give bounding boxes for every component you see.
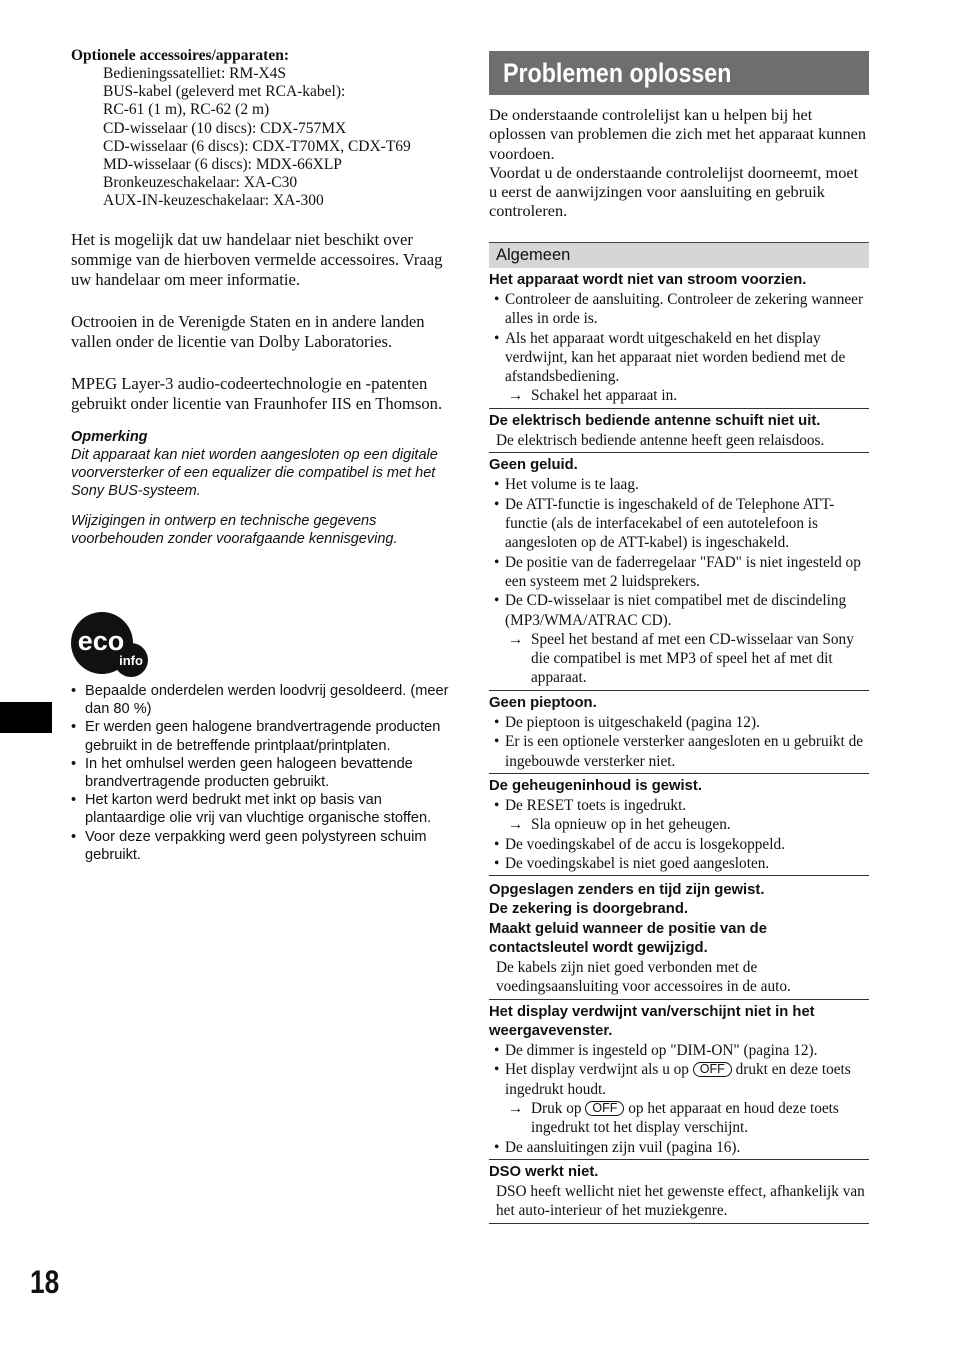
- trouble-bullet: • Er is een optionele versterker aangesloten en u gebruikt de ingebouwde versterker niet.: [489, 732, 869, 771]
- trouble-list: [489, 290, 869, 386]
- eco-list: [71, 682, 451, 864]
- eco-list-item: • Bepaalde onderdelen werden loodvrij gesoldeerd. (meer dan 80 %): [71, 682, 451, 718]
- note-text: Dit apparaat kan niet worden aangesloten op een digitale voorversterker of een equalizer die compatibel is met het Sony BUS-systeem.: [71, 446, 438, 499]
- trouble-bullet: • De positie van de faderregelaar "FAD" is niet ingesteld op een systeem met 2 luidsprekers.: [489, 553, 869, 592]
- trouble-item-power: [489, 271, 869, 409]
- trouble-title: Geen pieptoon.: [489, 694, 597, 711]
- trouble-bullet: [489, 1060, 869, 1099]
- accessory-item: BUS-kabel (geleverd met RCA-kabel):: [103, 83, 346, 101]
- trouble-text: DSO heeft wellicht niet het gewenste effect, afhankelijk van het auto-interieur of het muziekgenre.: [496, 1183, 865, 1220]
- note-title: Opmerking: [71, 428, 148, 445]
- trouble-item-antenna: [489, 412, 869, 454]
- trouble-text: De kabels zijn niet goed verbonden met de voedingsaansluiting voor accessoires in de auto.: [496, 959, 791, 996]
- trouble-item-dso: [489, 1163, 869, 1224]
- intro-paragraph-2: Voordat u de onderstaande controlelijst doorneemt, moet u eerst de aanwijzingen voor aansluiting en gebruik controleren.: [489, 162, 859, 221]
- eco-info-icon: [71, 612, 149, 680]
- trouble-list: [489, 835, 869, 874]
- remedy-text: Schakel het apparaat in.: [531, 387, 678, 405]
- accessories-title: Optionele accessoires/apparaten:: [71, 47, 289, 64]
- trouble-item-memory: [489, 777, 869, 876]
- trouble-title: DSO werkt niet.: [489, 1163, 599, 1180]
- page-title: Problemen oplossen: [503, 58, 732, 88]
- off-key-label: OFF: [693, 1062, 732, 1077]
- trouble-list: [489, 713, 869, 771]
- trouble-remedy: [489, 815, 869, 834]
- trouble-title: Het apparaat wordt niet van stroom voorzien.: [489, 271, 807, 288]
- bullet-text: drukt en deze toets ingedrukt houdt.: [505, 1061, 851, 1098]
- trouble-bullet: • Het volume is te laag.: [489, 475, 869, 494]
- remedy-text: Speel het bestand af met een CD-wisselaar van Sony die compatibel is met MP3 of speel het af met dit apparaat.: [531, 630, 854, 687]
- trouble-remedy: [489, 1099, 869, 1138]
- accessory-item: CD-wisselaar (10 discs): CDX-757MX: [103, 119, 347, 137]
- left-column: [71, 47, 451, 548]
- accessory-item: RC-61 (1 m), RC-62 (2 m): [103, 101, 270, 119]
- eco-logo-sub: info: [119, 653, 143, 668]
- side-tab-marker: [0, 702, 52, 733]
- trouble-bullet: • De dimmer is ingesteld op "DIM-ON" (pagina 12).: [489, 1041, 869, 1060]
- arrow-icon: →: [508, 630, 524, 648]
- eco-list-item: • In het omhulsel werden geen halogeen bevattende brandvertragende producten gebruikt.: [71, 755, 451, 791]
- trouble-title: Maakt geluid wanneer de positie van de contactsleutel wordt gewijzigd.: [489, 920, 767, 956]
- accessory-item: MD-wisselaar (6 discs): MDX-66XLP: [103, 156, 342, 174]
- trouble-title: De geheugeninhoud is gewist.: [489, 777, 702, 794]
- section-heading: Algemeen: [489, 242, 869, 268]
- changes-note: Wijzigingen in ontwerp en technische gegevens voorbehouden zonder voorafgaande kennisgeving.: [71, 512, 398, 547]
- trouble-list: [489, 475, 869, 629]
- right-column: [489, 51, 869, 1224]
- trouble-bullet: • De CD-wisselaar is niet compatibel met de discindeling (MP3/WMA/ATRAC CD).: [489, 591, 869, 630]
- trouble-list: [489, 796, 869, 815]
- accessories-list: [71, 65, 451, 211]
- page-title-bar: [489, 51, 869, 95]
- trouble-remedy: [489, 386, 869, 405]
- arrow-icon: →: [508, 816, 524, 834]
- dealer-paragraph: Het is mogelijk dat uw handelaar niet beschikt over sommige van de hierboven vermelde accessoires. Vraag uw handelaar om meer informatie.: [71, 229, 443, 289]
- trouble-text: De elektrisch bediende antenne heeft geen relaisdoos.: [496, 431, 825, 449]
- remedy-text: op het apparaat en houd deze toets ingedrukt tot het display verschijnt.: [531, 1099, 839, 1137]
- page-number: 18: [30, 1264, 60, 1300]
- trouble-title: De elektrisch bediende antenne schuift niet uit.: [489, 412, 821, 429]
- accessory-item: Bronkeuzeschakelaar: XA-C30: [103, 174, 298, 192]
- arrow-icon: →: [508, 387, 524, 405]
- trouble-bullet: • De voedingskabel is niet goed aangesloten.: [489, 854, 869, 873]
- trouble-remedy: [489, 630, 869, 688]
- trouble-list: [489, 1041, 869, 1099]
- eco-list-item: • Voor deze verpakking werd geen polystyreen schuim gebruikt.: [71, 828, 451, 864]
- trouble-title: Het display verdwijnt van/verschijnt niet in het weergavevenster.: [489, 1003, 815, 1039]
- trouble-item-display: [489, 1003, 869, 1160]
- trouble-item-sound: [489, 456, 869, 690]
- eco-list-item: • Er werden geen halogene brandvertragende producten gebruikt in de betreffende printplaat/printplaten.: [71, 718, 451, 754]
- eco-logo-graphic: [71, 612, 149, 680]
- remedy-text: Sla opnieuw op in het geheugen.: [531, 816, 731, 834]
- eco-list-item: • Het karton werd bedrukt met inkt op basis van plantaardige olie vrij van vluchtige organische stoffen.: [71, 791, 451, 827]
- trouble-bullet: • Als het apparaat wordt uitgeschakeld en het display verdwijnt, kan het apparaat niet worden bediend met de afstandsbediening.: [489, 329, 869, 387]
- bullet-text: Het display verdwijnt als u op: [505, 1061, 689, 1079]
- accessory-item: Bedieningssatelliet: RM-X4S: [103, 65, 286, 82]
- trouble-bullet: • De RESET toets is ingedrukt.: [489, 796, 869, 815]
- trouble-bullet: • De aansluitingen zijn vuil (pagina 16).: [489, 1138, 869, 1157]
- trouble-bullet: • De ATT-functie is ingeschakeld of de Telephone ATT-functie (als de interfacekabel of een autotelefoon is aangesloten op de ATT-kabel) is ingeschakeld.: [489, 495, 869, 553]
- trouble-bullet: • Controleer de aansluiting. Controleer de zekering wanneer alles in orde is.: [489, 290, 869, 329]
- trouble-title: Geen geluid.: [489, 457, 578, 474]
- dolby-paragraph: Octrooien in de Verenigde Staten en in andere landen vallen onder de licentie van Dolby Laboratories.: [71, 311, 425, 351]
- eco-logo-word: eco: [77, 626, 125, 656]
- trouble-bullet: • De voedingskabel of de accu is losgekoppeld.: [489, 835, 869, 854]
- intro-paragraph-1: De onderstaande controlelijst kan u helpen bij het oplossen van problemen die zich met het apparaat kunnen voordoen.: [489, 105, 867, 163]
- trouble-item-beep: [489, 694, 869, 774]
- mpeg-paragraph: MPEG Layer-3 audio-codeertechnologie en -patenten gebruikt onder licentie van Fraunhofer IIS en Thomson.: [71, 373, 443, 413]
- trouble-list: [489, 1138, 869, 1157]
- trouble-title: Opgeslagen zenders en tijd zijn gewist.: [489, 882, 765, 899]
- trouble-bullet: • De pieptoon is uitgeschakeld (pagina 12).: [489, 713, 869, 732]
- accessory-item: CD-wisselaar (6 discs): CDX-T70MX, CDX-T69: [103, 137, 411, 155]
- trouble-title: De zekering is doorgebrand.: [489, 901, 688, 918]
- accessory-item: AUX-IN-keuzeschakelaar: XA-300: [103, 192, 324, 210]
- trouble-item-stations: [489, 881, 869, 999]
- remedy-text: Druk op: [531, 1099, 582, 1117]
- off-key-label: OFF: [585, 1101, 624, 1116]
- arrow-icon: →: [508, 1099, 524, 1117]
